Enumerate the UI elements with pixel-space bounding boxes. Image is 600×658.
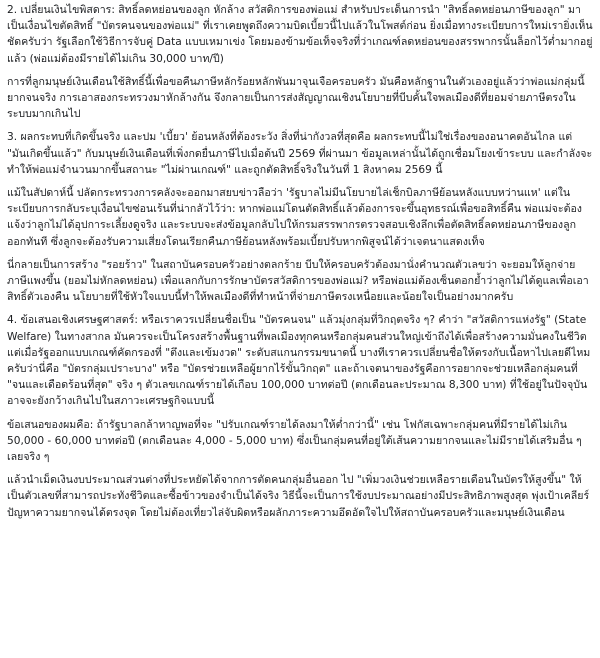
paragraph-point-2: 2. เปลี่ยนเงินไขพิสดาร: สิทธิ์ลดหย่อนของลูก หักล้าง สวัสดิการของพ่อแม่ สำหรับประเด็นการนำ "สิทธิ์ลดหย่อนภาษีของลูก" มาเป็นเงื่อนไขตัดสิทธิ์ "บัตรคนจนของพ่อแม่" ที่เราเคยพูดถึงความบิดเบี้ยวนี้ไปแล้วในโพสต์ก่อน ยิ่งเมื่อทางระเบียบการใหม่เรายิ่งเห็นชัดครับว่า รัฐเลือกใช้วิธีการจับคู่ Data แบบเหมาเข่ง โดยมองข้ามข้อเท็จจริงที่ว่าเกณฑ์ลดหย่อนของสรรพากรนั้นล็อกไว้ต่ำมากอยู่แล้ว (พ่อแม่ต้องมีรายได้ไม่เกิน 30,000 บาท/ปี) xyxy=(7,4,593,65)
paragraph-proposal: ข้อเสนอของผมคือ: ถ้ารัฐบาลกล้าหาญพอที่จะ "ปรับเกณฑ์รายได้ลงมาให้ต่ำกว่านี้" เช่น โฟกัสเฉพาะกลุ่มคนที่มีรายได้ไม่เกิน 50,000 - 60,000 บาทต่อปี (ตกเดือนละ 4,000 - 5,000 บาท) ซึ่งเป็นกลุ่มคนที่อยู่ใต้เส้นความยากจนและไม่มีรายได้เสริมอื่น ๆ เลยจริง ๆ xyxy=(7,418,582,464)
paragraph-point-3-appeal: แม้ในสัปดาห์นี้ ปลัดกระทรวงการคลังจะออกมาสยบข่าวลือว่า 'รัฐบาลไม่มีนโยบายไล่เช็กบิลภาษีย้อนหลังแบบหว่านแห' แต่ในระเบียบการกลับระบุเงื่อนไขซ่อนเร้นที่น่ากลัวไว้ว่า: หากพ่อแม่โดนตัดสิทธิ์แล้วต้องการจะขึ้นอุทธรณ์เพื่อขอสิทธิ์คืน พ่อแม่จะต้องแจ้งว่าลูกไม่ได้อุปการะเลี้ยงดูจริง และระบบจะส่งข้อมูลกลับไปให้กรมสรรพากรตรวจสอบเชิงลึกเพื่อตัดสิทธิ์ลดหย่อนภาษีของลูกออกทันที ซึ่งลูกจะต้องรับความเสี่ยงโดนเรียกคืนภาษีย้อนหลังพร้อมเบี้ยปรับหากพิสูจน์ได้ว่าเจตนาแสดงเท็จ xyxy=(7,187,582,248)
paragraph-point-2-evidence: การที่ลูกมนุษย์เงินเดือนใช้สิทธิ์นี้เพื่อขอคืนภาษีหลักร้อยหลักพันมาจุนเจือครอบครัว มันคือหลักฐานในตัวเองอยู่แล้วว่าพ่อแม่กลุ่มนี้ยากจนจริง การเอาสองกระทรวงมาหักล้างกัน จึงกลายเป็นการส่งสัญญาณเชิงนโยบายที่บีบคั้นใจพลเมืองดีที่ยอมจ่ายภาษีตรงในระบบมากเกินไป xyxy=(7,75,585,121)
paragraph-point-3-family: นี่กลายเป็นการสร้าง "รอยร้าว" ในสถาบันครอบครัวอย่างตลกร้าย บีบให้ครอบครัวต้องมานั่งคำนวณตัวเลขว่า จะยอมให้ลูกจ่ายภาษีแพงขึ้น (ยอมไม่หักลดหย่อน) เพื่อแลกกับการรักษาบัตรสวัสดิการของพ่อแม่? หรือพ่อแม่ต้องเซ็นตอกย้ำว่าลูกไม่ได้ดูแลเพื่อเอาสิทธิ์ตัวเองคืน นโยบายที่ใช้หัวใจแบบนี้ทำให้พลเมืองดีที่ทำหน้าที่จ่ายภาษีตรงเหนื่อยและน้อยใจเป็นอย่างมากครับ xyxy=(7,258,589,304)
paragraph-point-4: 4. ข้อเสนอเชิงเศรษฐศาสตร์: หรือเราควรเปลี่ยนชื่อเป็น "บัตรคนจน" แล้วมุ่งกลุ่มที่วิกฤตจริง ๆ? คำว่า "สวัสดิการแห่งรัฐ" (State Welfare) ในทางสากล มันควรจะเป็นโครงสร้างพื้นฐานที่พลเมืองทุกคนหรือกลุ่มคนส่วนใหญ่เข้าถึงได้เพื่อสร้างความมั่นคงในชีวิต แต่เมื่อรัฐออกแบบเกณฑ์คัดกรองที่ "ตึงและเข้มงวด" ระดับสแกนกรรมขนาดนี้ บางทีเราควรเปลี่ยนชื่อให้ตรงกับเนื้อหาไปเลยดีไหมครับว่านี่คือ "บัตรกลุ่มเปราะบาง" หรือ "บัตรช่วยเหลือผู้ยากไร้ขั้นวิกฤต" และถ้าเจตนาของรัฐคือการอยากจะช่วยเหลือกลุ่มคนที่ "จนและเดือดร้อนที่สุด" จริง ๆ ตัวเลขเกณฑ์รายได้เกือบ 100,000 บาทต่อปี (ตกเดือนละประมาณ 8,300 บาท) ที่ใช้อยู่ในปัจจุบัน อาจจะยังกว้างเกินไปในสภาวะเศรษฐกิจแบบนี้ xyxy=(7,314,591,408)
paragraph-point-3: 3. ผลกระทบที่เกิดขึ้นจริง และปม 'เบี้ยว' ย้อนหลังที่ต้องระวัง สิ่งที่น่ากังวลที่สุดคือ ผลกระทบนี้ไม่ใช่เรื่องของอนาคตอันไกล แต่ "มันเกิดขึ้นแล้ว" กับมนุษย์เงินเดือนที่เพิ่งกดยื่นภาษีไปเมื่อต้นปี 2569 ที่ผ่านมา ข้อมูลเหล่านั้นได้ถูกเชื่อมโยงเข้าระบบ และกำลังจะทำให้พ่อแม่จำนวนมากขึ้นสถานะ "ไม่ผ่านเกณฑ์" และถูกตัดสิทธิ์จริงในวันที่ 1 สิงหาคม 2569 นี้ xyxy=(7,131,593,176)
paragraph-conclusion: แล้วนำเม็ดเงินงบประมาณส่วนต่างที่ประหยัดได้จากการตัดคนกลุ่มอื่นออก ไป "เพิ่มวงเงินช่วยเหลือรายเดือนในบัตรให้สูงขึ้น" ให้เป็นตัวเลขที่สามารถประทังชีวิตและซื้อข้าวของจำเป็นได้จริง วิธีนี้จะเป็นการใช้งบประมาณอย่างมีประสิทธิภาพสูงสุด พุ่งเป้าเคลียร์ปัญหาความยากจนได้ตรงจุด โดยไม่ต้องเที่ยวไล่จับผิดหรือผลักภาระความอึดอัดใจไปให้สถาบันครอบครัวและมนุษย์เงินเดือน xyxy=(7,474,590,519)
